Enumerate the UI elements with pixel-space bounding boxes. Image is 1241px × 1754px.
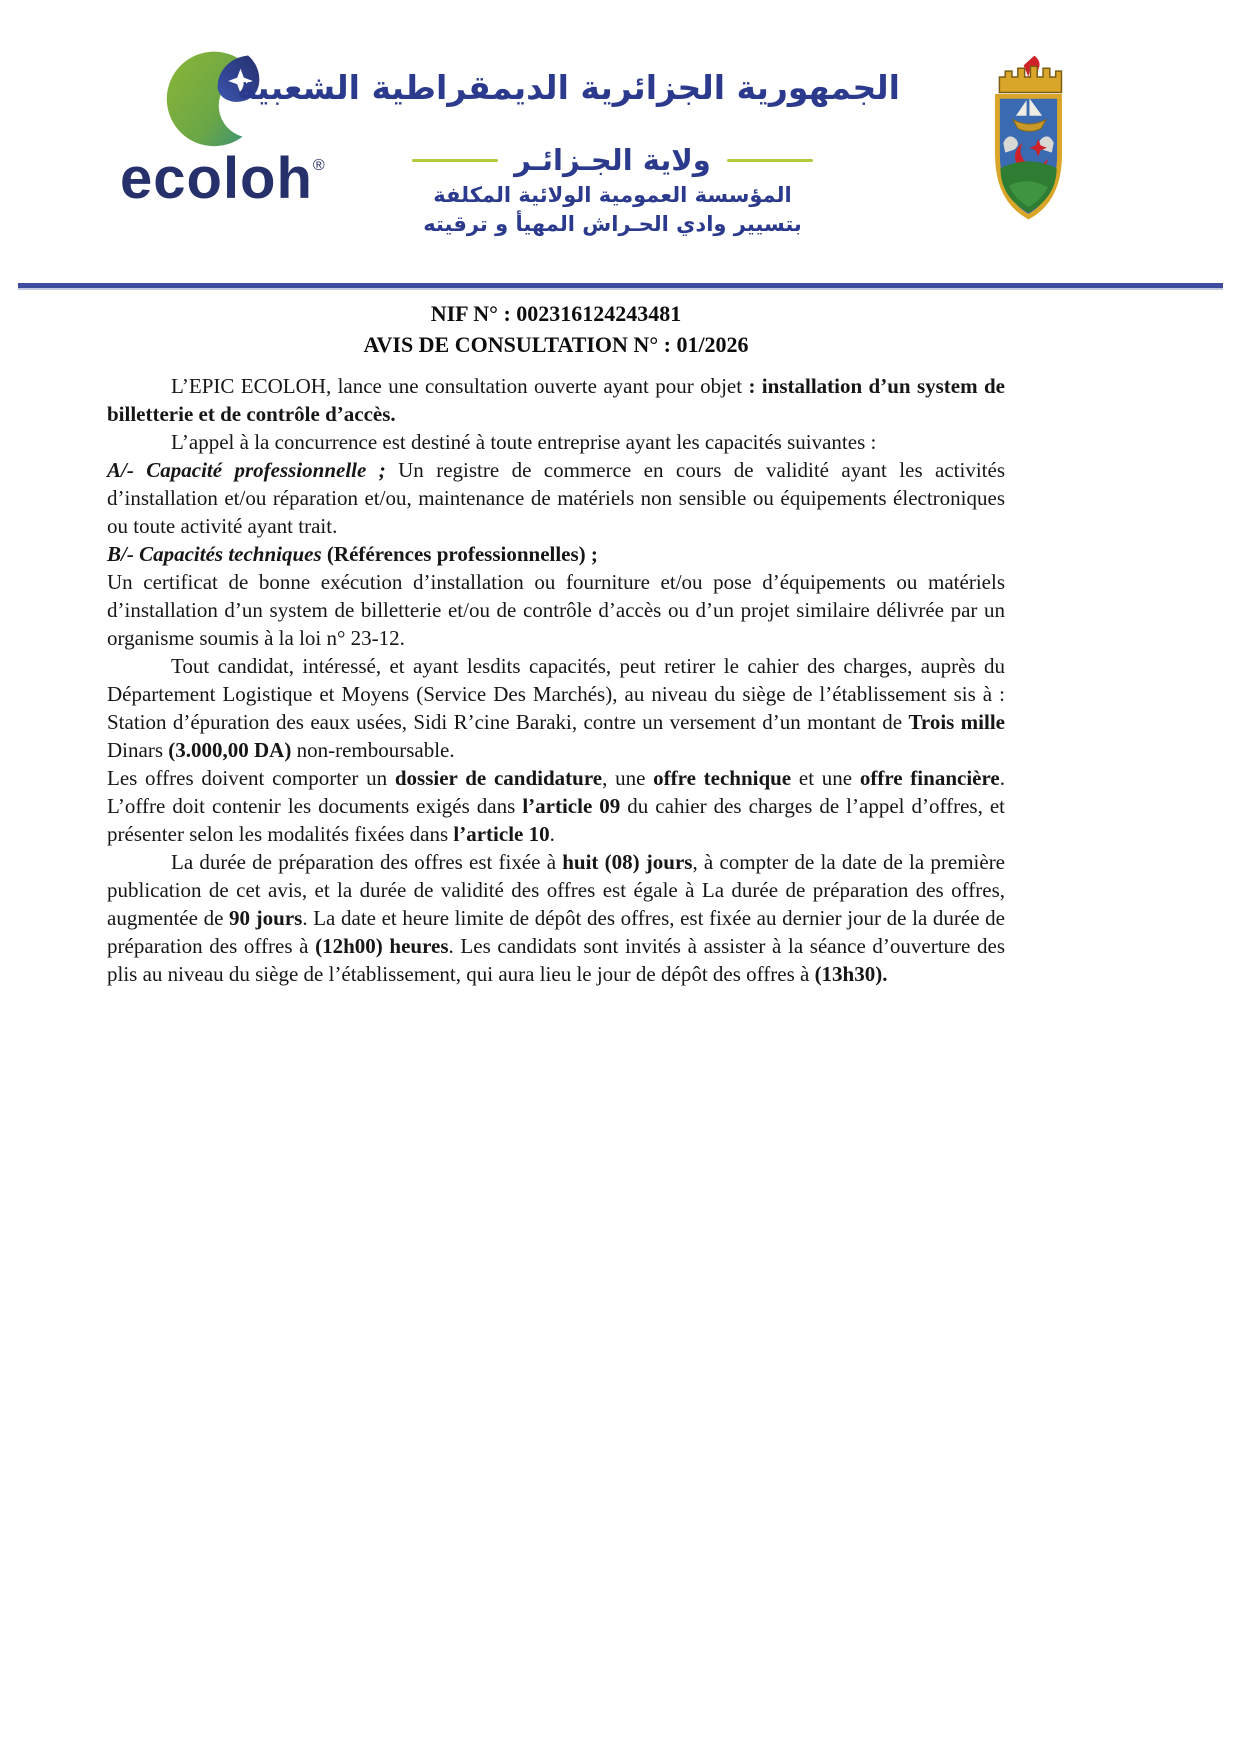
body-paragraph — [107, 456, 1005, 540]
text-segment: (3.000,00 DA) — [168, 738, 292, 762]
header-center — [237, 40, 900, 239]
registered-mark: ® — [312, 157, 326, 174]
text-segment: A/- Capacité professionnelle ; — [107, 458, 399, 482]
text-segment: , une — [602, 766, 654, 790]
text-segment: . — [549, 822, 555, 846]
text-segment: Tout candidat, intéressé, et ayant lesdits capacités, peut retirer le cahier des charges, auprès du Département Logistique et Moyens (Service Des Marchés), au niveau du siège de l’établissement sis à : Station d’épuration des eaux usées, Sidi R’cine Baraki, contre un versement d’un montant de — [107, 654, 1005, 734]
wilaya-row — [325, 139, 900, 181]
text-segment: Un certificat de bonne exécution d’installation ou fourniture et/ou pose d’équipements ou matériels d’installation d’un system de billetterie et/ou de contrôle d’accès ou d’un projet similaire délivrée par un organisme soumis à la loi n° 23-12. — [107, 570, 1005, 650]
ecoloh-wordmark-text: ecoloh — [120, 146, 313, 211]
republic-calligraphy: الجمهورية الجزائرية الديمقراطية الشعبية — [237, 68, 900, 107]
text-segment: L’appel à la concurrence est destiné à toute entreprise ayant les capacités suivantes : — [171, 430, 877, 454]
document-content — [107, 292, 1005, 988]
text-segment: , à compter de la date de la première publication de cet avis, et la durée de validité des offres est égale à La durée de préparation des offres, augmentée de — [107, 850, 1006, 930]
text-segment: huit (08) jours — [562, 850, 693, 874]
text-segment: (Références professionnelles) ; — [326, 542, 598, 566]
text-segment: . L’offre doit contenir les documents exigés dans — [107, 766, 1005, 818]
wilaya-name: ولاية الجـزائـر — [514, 143, 711, 177]
body-paragraph — [107, 540, 1005, 568]
text-segment: non-remboursable. — [291, 738, 455, 762]
text-segment: : installation d’un system de billetterie et de contrôle d’accès. — [107, 374, 1005, 426]
text-segment: Un registre de commerce en cours de validité ayant les activités d’installation et/ou réparation et/ou, maintenance de matériels non sensible ou équipements électroniques ou toute activité ayant trait. — [107, 458, 1005, 538]
institution-line-1: المؤسسة العمومية الولائية المكلفة — [433, 183, 792, 207]
text-segment: dossier de candidature — [394, 766, 603, 790]
text-segment: Les offres doivent comporter un — [107, 766, 395, 790]
text-segment: Trois mille — [908, 710, 1005, 734]
text-segment: du cahier des charges de l’appel d’offres, et présenter selon les modalités fixées dans — [107, 794, 1005, 846]
text-segment: (13h30). — [814, 962, 888, 986]
body-paragraphs — [107, 372, 1005, 988]
body-paragraph — [107, 428, 1005, 456]
text-segment: offre financière — [859, 766, 1000, 790]
algiers-coat-of-arms-icon — [980, 52, 1077, 230]
text-segment: L’EPIC ECOLOH, lance une consultation ouverte ayant pour objet — [171, 374, 749, 398]
body-paragraph — [107, 764, 1005, 848]
text-segment: 90 jours — [229, 906, 303, 930]
body-paragraph — [107, 652, 1005, 764]
body-paragraph — [107, 372, 1005, 428]
ecoloh-wordmark — [120, 146, 340, 211]
text-segment: . Les candidats sont invités à assister à la séance d’ouverture des plis au niveau du siège de l’établissement, qui aura lieu le jour de dépôt des offres à — [107, 934, 1005, 986]
text-segment: l’article 10 — [453, 822, 550, 846]
green-dash-right — [727, 159, 813, 162]
green-dash-left — [412, 159, 498, 162]
document-title-avis: AVIS DE CONSULTATION N° : 01/2026 — [363, 332, 749, 357]
header-rule — [18, 283, 1223, 288]
text-segment: et une — [791, 766, 860, 790]
text-segment: l’article 09 — [522, 794, 621, 818]
document-title-nif: NIF N° : 002316124243481 — [430, 301, 682, 326]
institution-line-2: بتسيير وادي الحـراش المهيأ و ترقيته — [423, 212, 802, 236]
text-segment: Dinars — [107, 738, 169, 762]
body-paragraph — [107, 568, 1005, 652]
text-segment: . La date et heure limite de dépôt des offres, est fixée au dernier jour de la durée de préparation des offres à — [107, 906, 1005, 958]
text-segment: La durée de préparation des offres est fixée à — [171, 850, 563, 874]
body-paragraph — [107, 848, 1005, 988]
text-segment: (12h00) heures — [315, 934, 449, 958]
text-segment: B/- Capacités techniques — [107, 542, 327, 566]
text-segment: offre technique — [653, 766, 792, 790]
